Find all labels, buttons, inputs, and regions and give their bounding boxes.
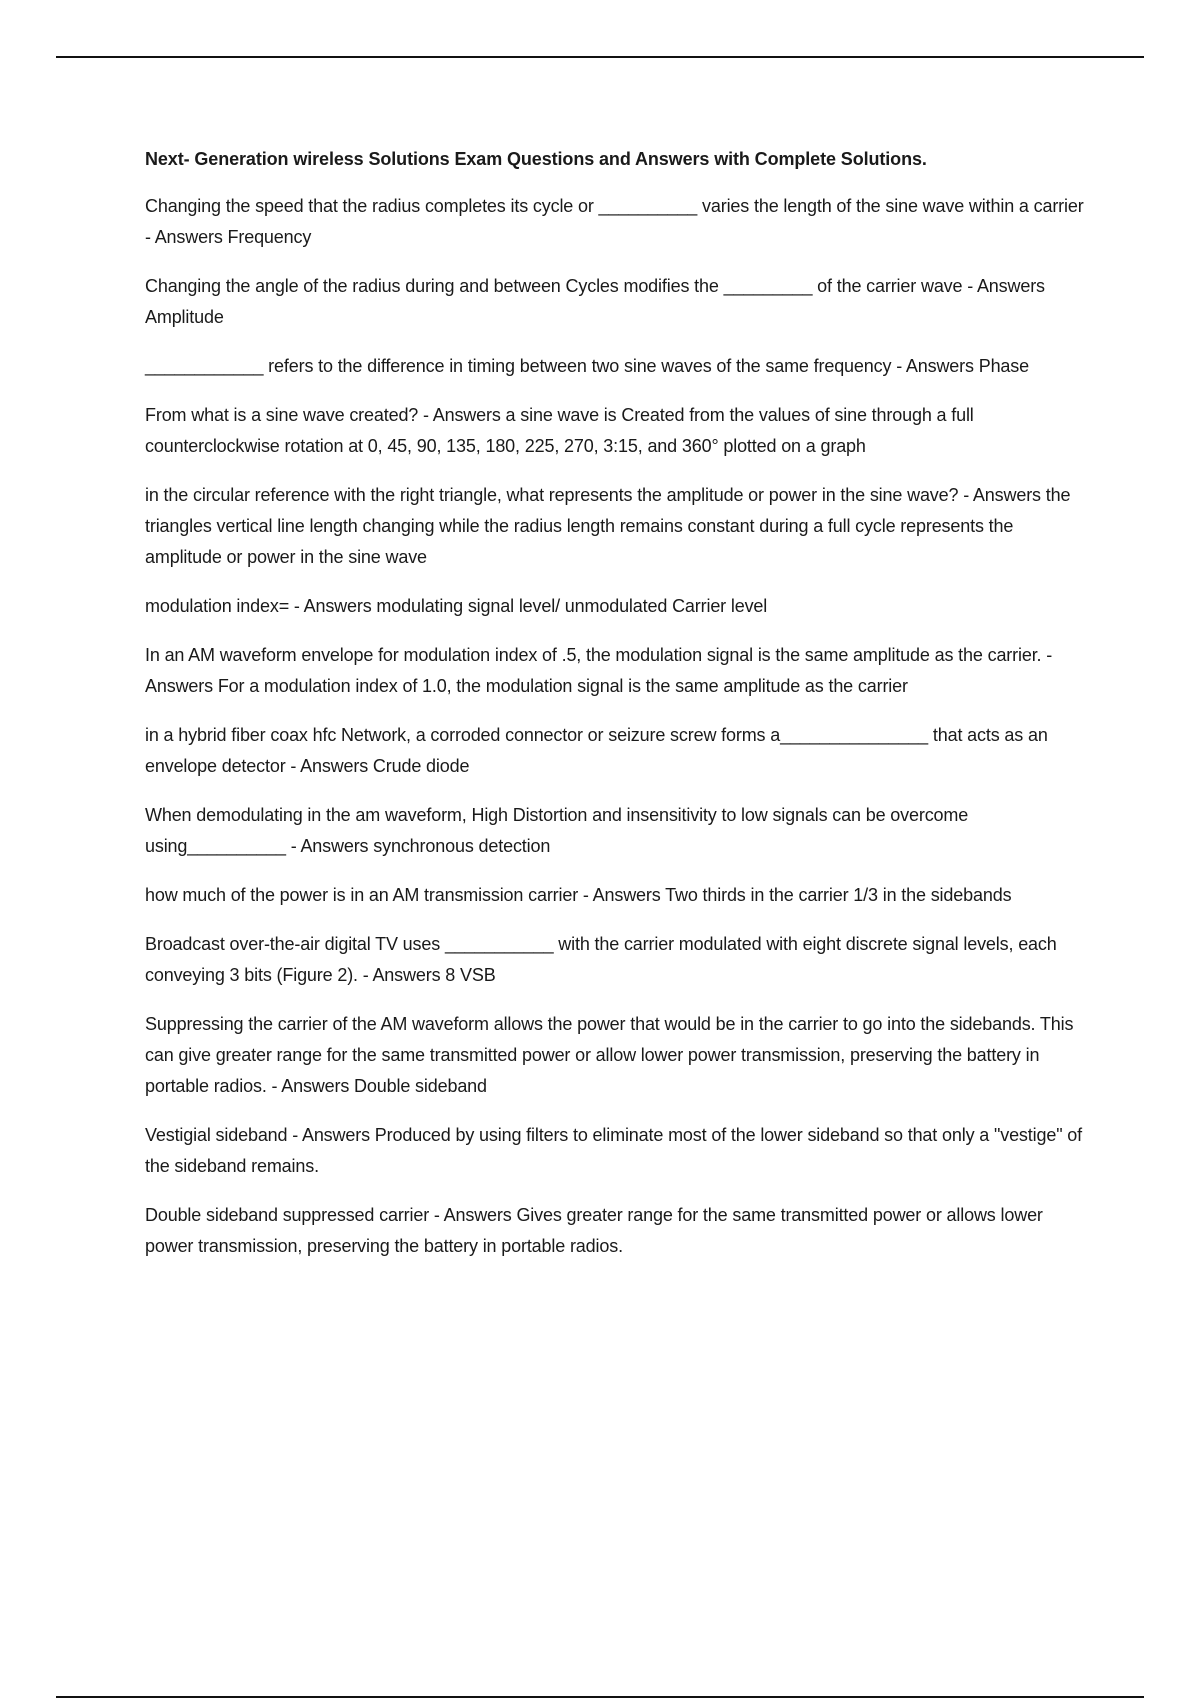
qa-entry: modulation index= - Answers modulating signal level/ unmodulated Carrier level — [145, 596, 768, 616]
qa-entry: in the circular reference with the right triangle, what represents the amplitude or power in the sine wave? - Answers the triangles vertical line length changing while the radius length remains constant during a full cycle represents the amplitude or power in the sine wave — [145, 485, 1071, 567]
qa-entry: Changing the speed that the radius completes its cycle or __________ varies the length of the sine wave within a carrier - Answers Frequency — [145, 196, 1084, 247]
qa-entry: Broadcast over-the-air digital TV uses ___________ with the carrier modulated with eight discrete signal levels, each conveying 3 bits (Figure 2). - Answers 8 VSB — [145, 934, 1057, 985]
qa-entry: in a hybrid fiber coax hfc Network, a corroded connector or seizure screw forms a_______________ that acts as an envelope detector - Answers Crude diode — [145, 725, 1048, 776]
qa-entry: From what is a sine wave created? - Answers a sine wave is Created from the values of sine through a full counterclockwise rotation at 0, 45, 90, 135, 180, 225, 270, 3:15, and 360° plotted on a graph — [145, 405, 974, 456]
qa-entry: Suppressing the carrier of the AM waveform allows the power that would be in the carrier to go into the sidebands. This can give greater range for the same transmitted power or allow lower power transmission, preserving the battery in portable radios. - Answers Double sideband — [145, 1014, 1074, 1096]
document-title: Next- Generation wireless Solutions Exam Questions and Answers with Complete Solutions. — [145, 149, 927, 169]
qa-entry: In an AM waveform envelope for modulation index of .5, the modulation signal is the same amplitude as the carrier. - Answers For a modulation index of 1.0, the modulation signal is the same amplitude as the carrier — [145, 645, 1053, 696]
qa-entry: When demodulating in the am waveform, High Distortion and insensitivity to low signals can be overcome using__________ - Answers synchronous detection — [145, 805, 969, 856]
qa-entry: ____________ refers to the difference in timing between two sine waves of the same frequency - Answers Phase — [145, 356, 1030, 376]
qa-entry: Changing the angle of the radius during and between Cycles modifies the _________ of the carrier wave - Answers Amplitude — [145, 276, 1045, 327]
document-body — [145, 145, 1085, 1280]
qa-entry: how much of the power is in an AM transmission carrier - Answers Two thirds in the carrier 1/3 in the sidebands — [145, 885, 1012, 905]
header-rule — [56, 56, 1144, 58]
qa-entry: Vestigial sideband - Answers Produced by using filters to eliminate most of the lower sideband so that only a "vestige" of the sideband remains. — [145, 1125, 1083, 1176]
qa-entry: Double sideband suppressed carrier - Answers Gives greater range for the same transmitted power or allows lower power transmission, preserving the battery in portable radios. — [145, 1205, 1043, 1256]
footer-rule — [56, 1696, 1144, 1698]
